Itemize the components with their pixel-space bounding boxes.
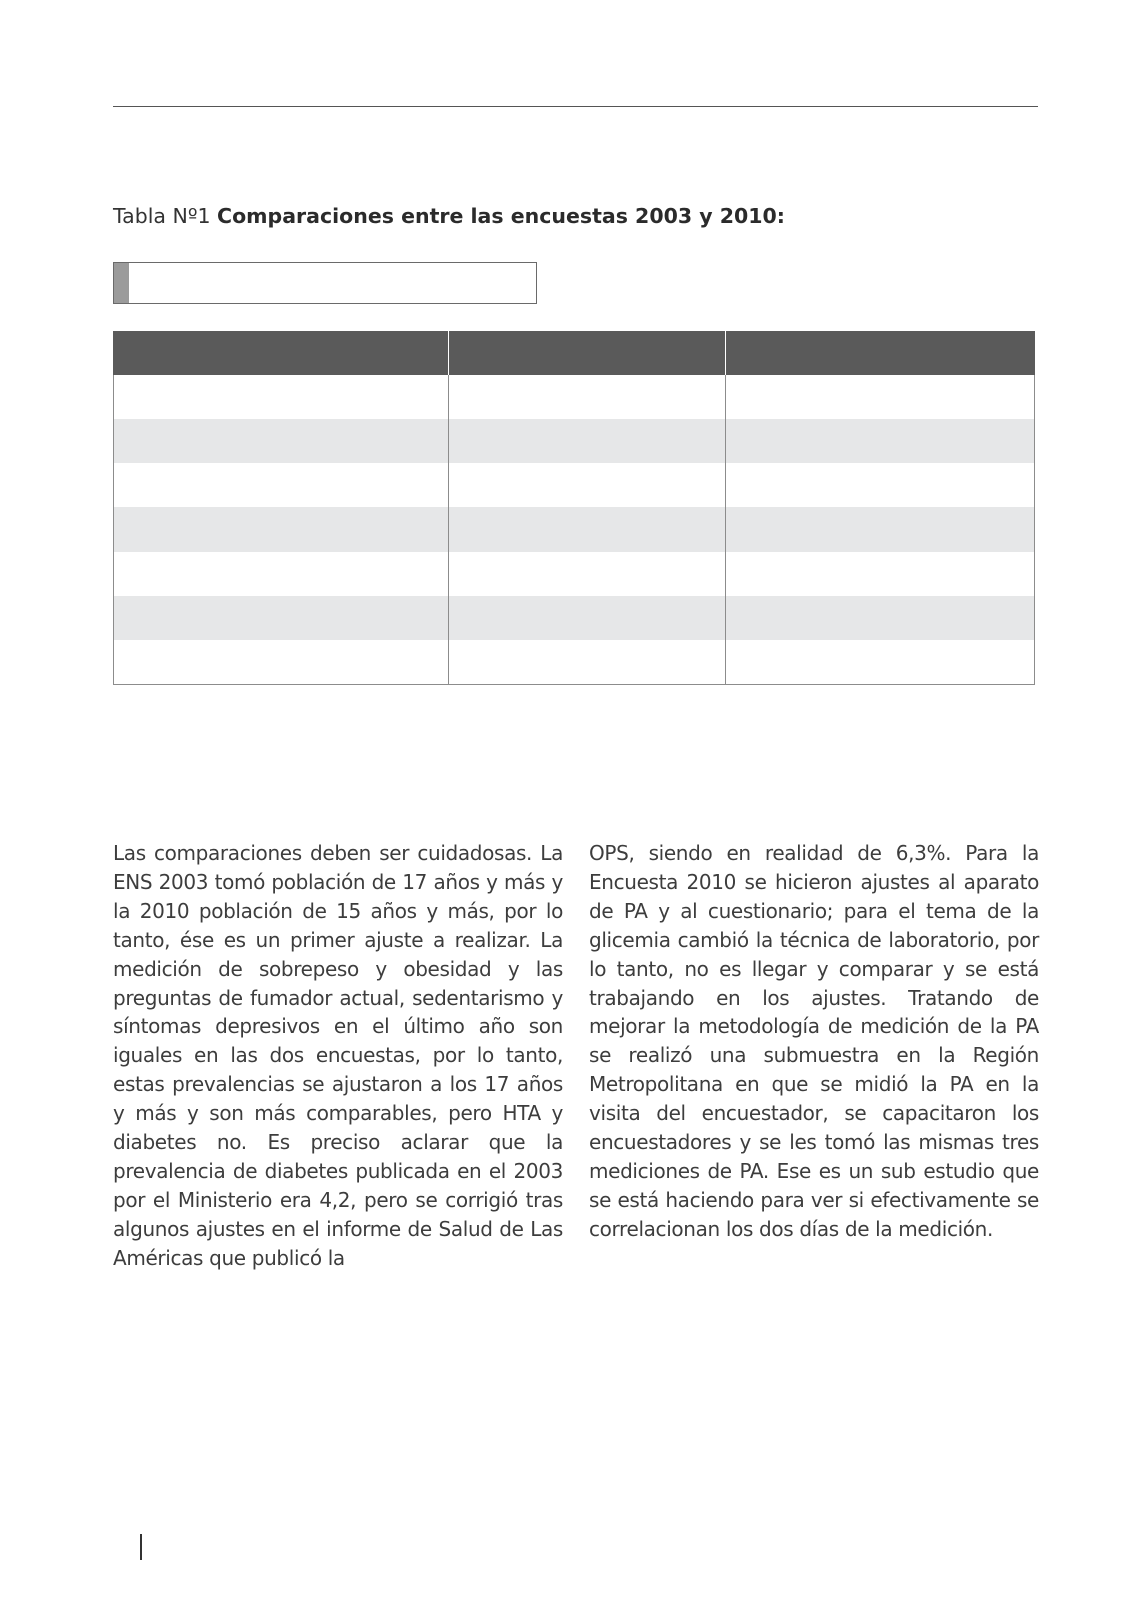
table-caption xyxy=(113,204,785,228)
body-text-right-column: OPS, siendo en realidad de 6,3%. Para la Encuesta 2010 se hicieron ajustes al aparato de PA y al cuestionario; para el tema de la glicemia cambió la técnica de laboratorio, por lo tanto, no es llegar y comparar y se está trabajando en los ajustes. Tratando de mejorar la metodología de medición de la PA se realizó una submuestra en la Región Metropolitana en que se midió la PA en la visita del encuestador, se capacitaron los encuestadores y se les tomó las mismas tres mediciones de PA. Ese es un sub estudio que se está haciendo para ver si efectivamente se correlacionan los dos días de la medición. xyxy=(589,841,1039,1241)
table-cell xyxy=(726,640,1035,685)
table-cell xyxy=(114,375,449,419)
table-row xyxy=(114,596,1035,640)
table-cell xyxy=(726,375,1035,419)
table-cell xyxy=(449,640,726,685)
table-cell xyxy=(449,552,726,596)
table-cell xyxy=(726,419,1035,463)
table-row xyxy=(114,507,1035,551)
table-cell xyxy=(114,596,449,640)
subheading-accent-bar xyxy=(114,263,129,303)
table-subheading-box xyxy=(113,262,537,304)
comparison-table xyxy=(113,331,1035,685)
table-cell xyxy=(449,596,726,640)
page-number-marker xyxy=(140,1534,142,1560)
table-header-row xyxy=(114,331,1035,375)
table-cell xyxy=(114,640,449,685)
table-cell xyxy=(726,507,1035,551)
table-cell xyxy=(449,419,726,463)
table-row xyxy=(114,640,1035,685)
table-cell xyxy=(114,507,449,551)
table-row xyxy=(114,419,1035,463)
table-row xyxy=(114,552,1035,596)
table-cell xyxy=(114,552,449,596)
table-cell xyxy=(449,375,726,419)
table-cell xyxy=(114,463,449,507)
header-cell xyxy=(726,331,1035,375)
body-text-left-column: Las comparaciones deben ser cuidadosas. La ENS 2003 tomó población de 17 años y más y la 2010 población de 15 años y más, por lo tanto, ése es un primer ajuste a realizar. La medición de sobrepeso y obesidad y las preguntas de fumador actual, sedentarismo y síntomas depresivos en el último año son iguales en las dos encuestas, por lo tanto, estas prevalencias se ajustaron a los 17 años y más y son más comparables, pero HTA y diabetes no. Es preciso aclarar que la prevalencia de diabetes publicada en el 2003 por el Ministerio era 4,2, pero se corrigió tras algunos ajustes en el informe de Salud de Las Américas que publicó la xyxy=(113,841,563,1270)
table-cell xyxy=(726,596,1035,640)
table-row xyxy=(114,375,1035,419)
table-cell xyxy=(726,463,1035,507)
table-row xyxy=(114,463,1035,507)
header-cell xyxy=(114,331,449,375)
table-cell xyxy=(449,463,726,507)
table-cell xyxy=(726,552,1035,596)
table-cell xyxy=(114,419,449,463)
header-rule xyxy=(113,106,1038,107)
caption-title: Comparaciones entre las encuestas 2003 y 2010: xyxy=(217,204,786,228)
caption-lead: Tabla Nº1 xyxy=(113,204,211,228)
table-cell xyxy=(449,507,726,551)
header-cell xyxy=(449,331,726,375)
